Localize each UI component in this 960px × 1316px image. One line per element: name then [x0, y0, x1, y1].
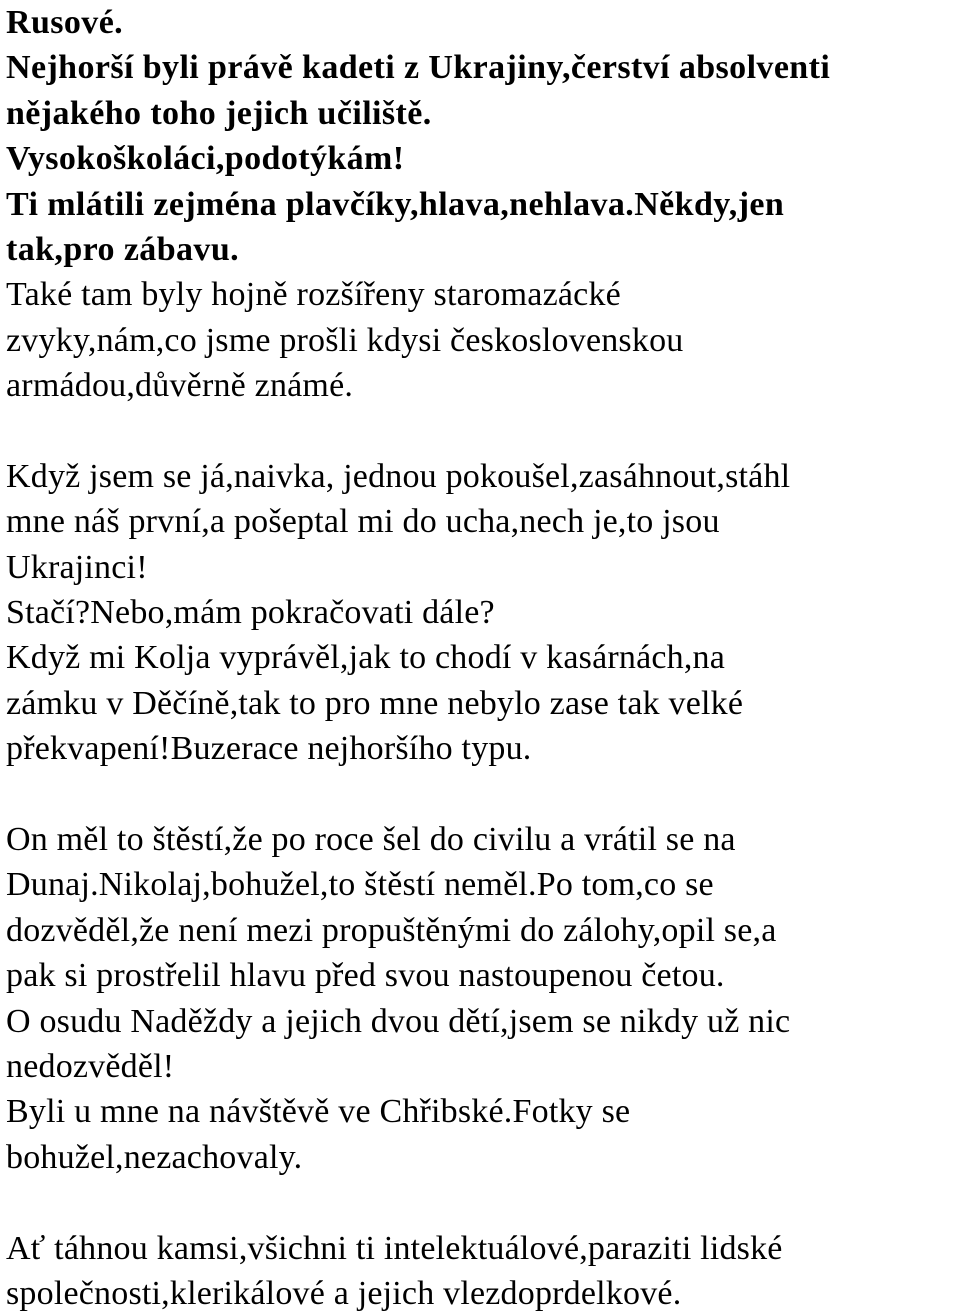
text-line: nějakého toho jejich učiliště.	[6, 94, 432, 132]
text-line: zvyky,nám,co jsme prošli kdysi československou	[6, 321, 684, 359]
text-line: Když jsem se já,naivka, jednou pokoušel,zasáhnout,stáhl	[6, 457, 791, 495]
text-line: Ti mlátili zejména plavčíky,hlava,nehlava.Někdy,jen	[6, 185, 785, 223]
paragraph-gap	[6, 409, 956, 454]
text-line: bohužel,nezachovaly.	[6, 1138, 303, 1176]
text-line: Vysokoškoláci,podotýkám!	[6, 140, 405, 178]
paragraph-2	[6, 454, 956, 772]
text-line: pak si prostřelil hlavu před svou nastoupenou četou.	[6, 957, 725, 995]
text-line: Rusové.	[6, 4, 124, 41]
text-line: zámku v Děčíně,tak to pro mne nebylo zase tak velké	[6, 684, 744, 722]
paragraph-3	[6, 817, 956, 1180]
text-line: mne náš první,a pošeptal mi do ucha,nech je,to jsou	[6, 503, 720, 541]
paragraph-gap	[6, 772, 956, 817]
text-line: překvapení!Buzerace nejhoršího typu.	[6, 730, 532, 768]
text-line: Také tam byly hojně rozšířeny staromazácké	[6, 276, 621, 314]
text-line: společnosti,klerikálové a jejich vlezdoprdelkové.	[6, 1274, 682, 1312]
text-line: tak,pro zábavu.	[6, 230, 240, 268]
text-line: dozvěděl,že není mezi propuštěnými do zálohy,opil se,a	[6, 911, 777, 949]
text-line: Dunaj.Nikolaj,bohužel,to štěstí neměl.Po tom,co se	[6, 866, 714, 904]
text-line: armádou,důvěrně známé.	[6, 367, 354, 405]
text-line: Stačí?Nebo,mám pokračovati dále?	[6, 594, 495, 632]
paragraph-1	[6, 0, 956, 409]
paragraph-4	[6, 1226, 956, 1316]
text-line: Nejhorší byli právě kadeti z Ukrajiny,čerství absolventi	[6, 49, 831, 87]
document-page	[6, 0, 956, 1312]
text-line: nedozvěděl!	[6, 1047, 175, 1085]
text-line: Ať táhnou kamsi,všichni ti intelektuálové,paraziti lidské	[6, 1229, 783, 1267]
text-line: O osudu Naděždy a jejich dvou dětí,jsem se nikdy už nic	[6, 1002, 791, 1040]
text-line: On měl to štěstí,že po roce šel do civilu a vrátil se na	[6, 821, 736, 859]
text-line: Ukrajinci!	[6, 548, 148, 586]
text-line: Byli u mne na návštěvě ve Chřibské.Fotky se	[6, 1093, 631, 1131]
paragraph-gap	[6, 1180, 956, 1225]
text-line: Když mi Kolja vyprávěl,jak to chodí v kasárnách,na	[6, 639, 726, 677]
